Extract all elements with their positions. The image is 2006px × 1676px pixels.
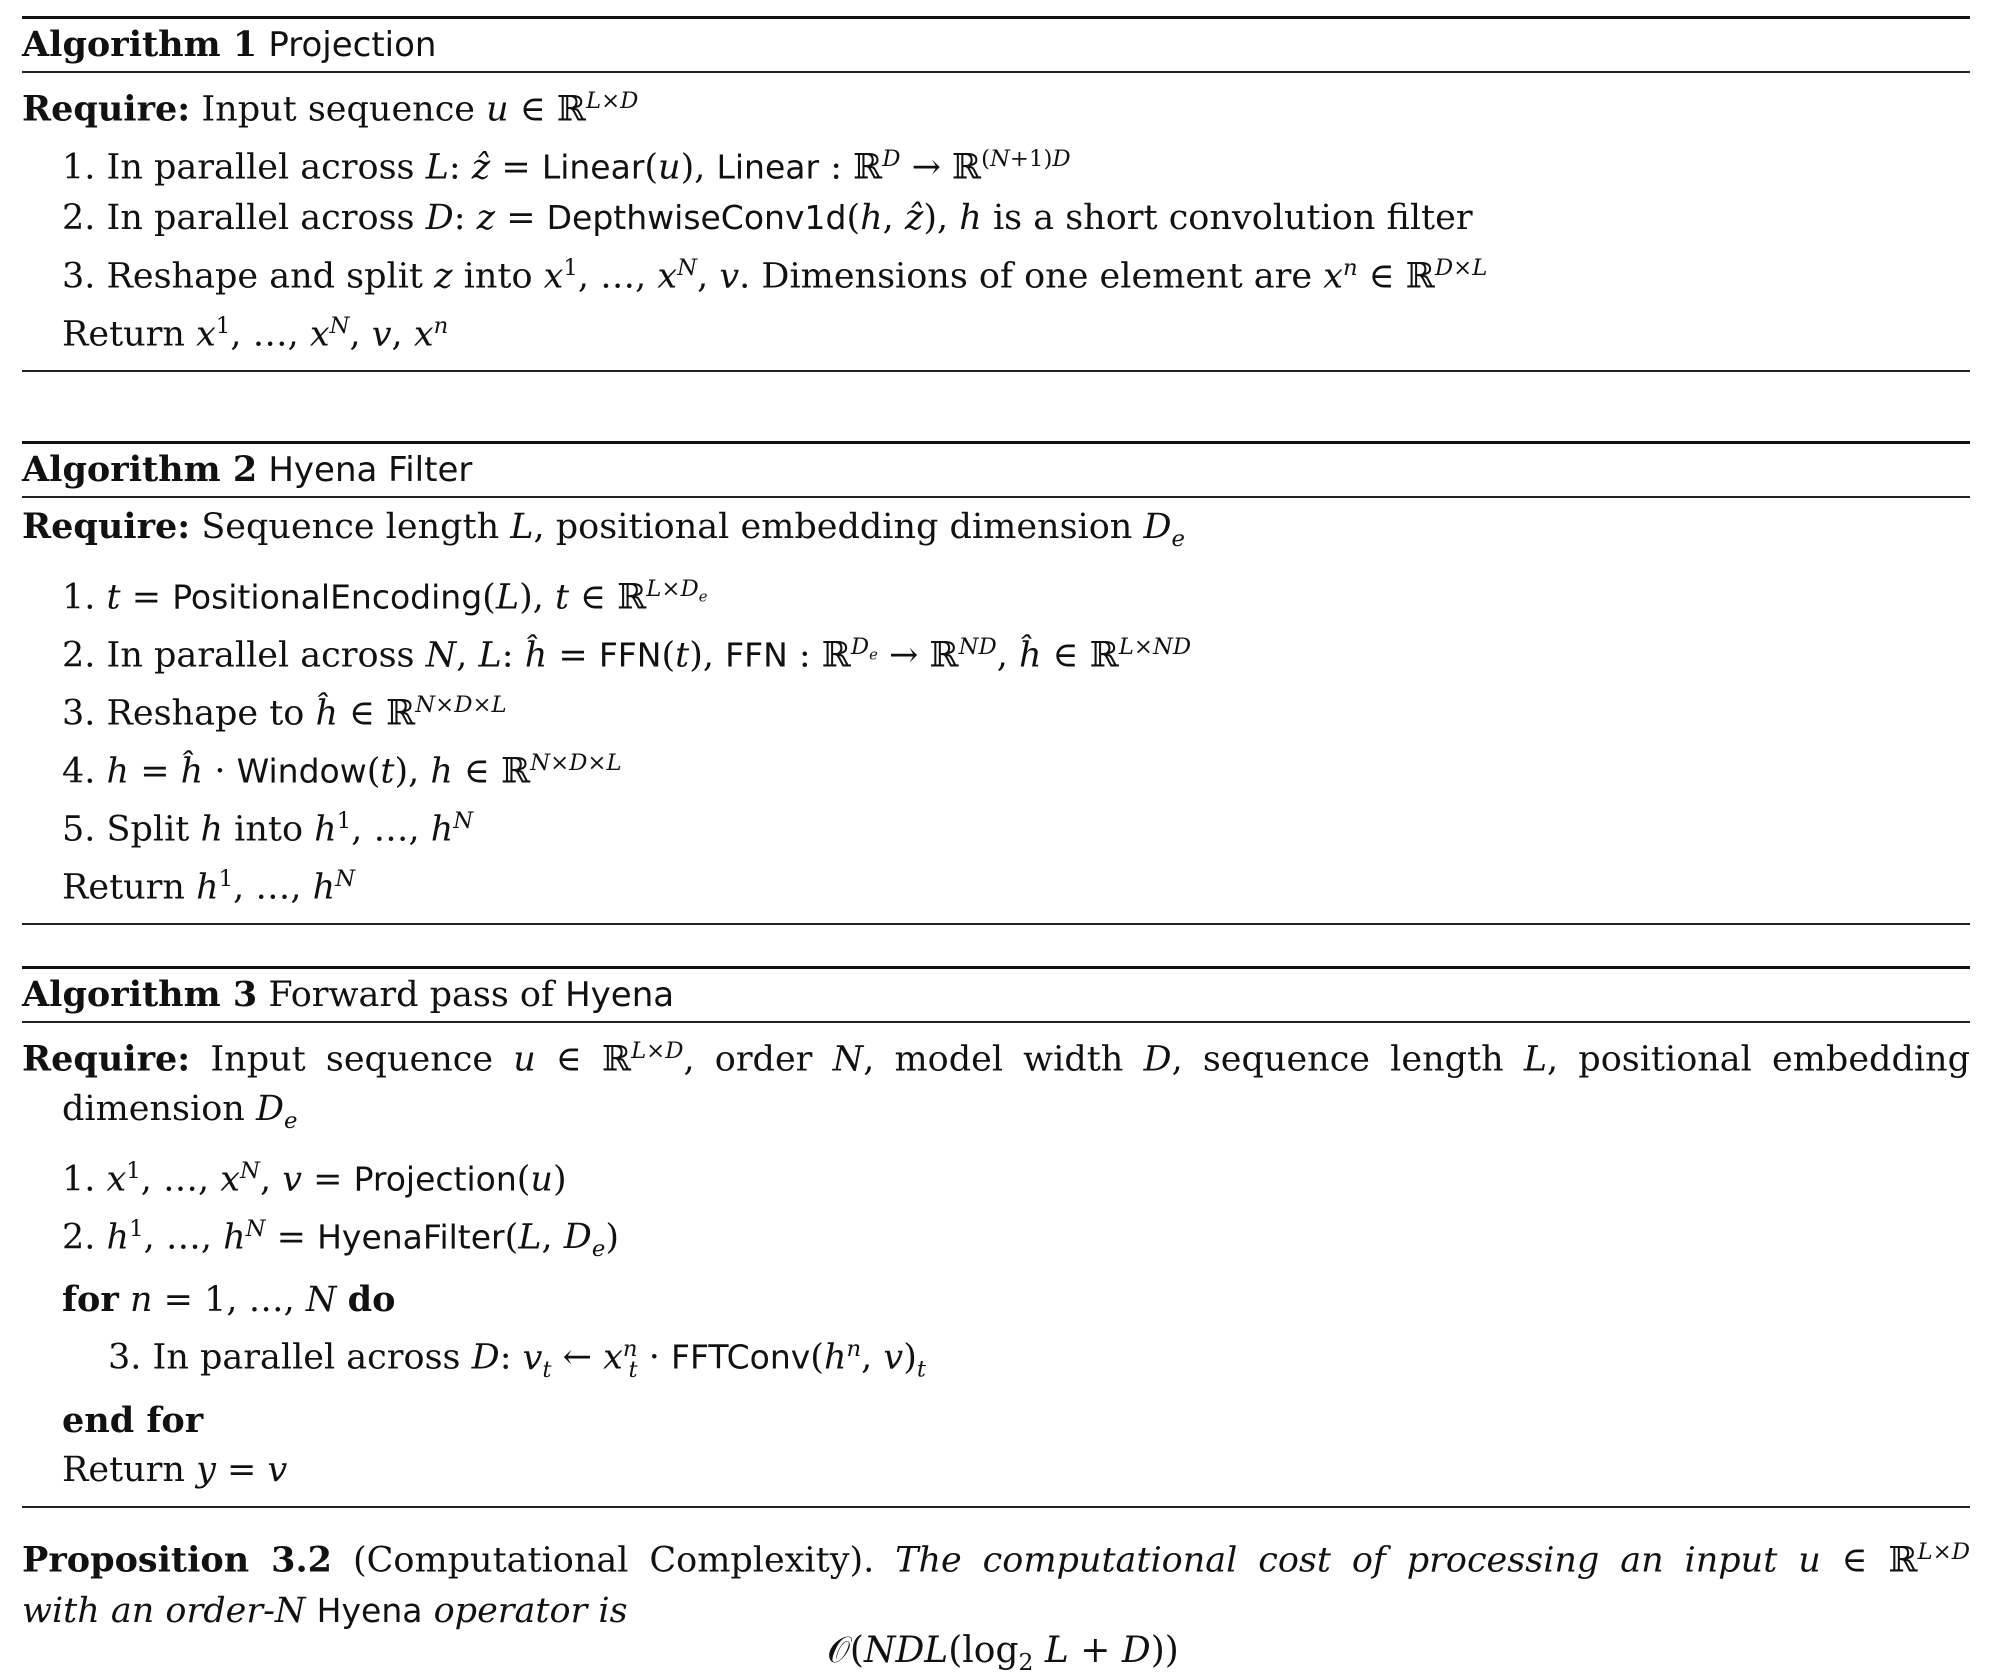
algorithm-title: Forward pass of: [268, 975, 554, 1015]
step-1: 1. $x^1$, …, $x^N$, v = Projection(u): [62, 1157, 567, 1200]
bottom-rule: [22, 370, 1970, 372]
return-keyword: Return: [62, 314, 185, 355]
step-5: 5. Split h into $h^1$, …, $h^N$: [62, 808, 474, 850]
algorithm-body: [22, 73, 1970, 370]
require-line: Require: Input sequence u ∈ ℝ$^{L\times D}$, order N, model width D, sequence length L, positional embedding: [22, 1038, 1970, 1080]
proposition-line-1: Proposition 3.2 (Computational Complexity). The computational cost of processing an input u ∈ ℝ$^{L\times D}$: [22, 1539, 1970, 1581]
algorithm-caption: [22, 969, 1970, 1021]
algorithm-title: Hyena Filter: [268, 450, 473, 490]
hyena-name: Hyena: [316, 1591, 423, 1631]
proposition-statement: The computational cost of processing an input: [895, 1540, 1778, 1581]
complexity-formula: $𝒪(NDL(\log_2$ L + D)): [827, 1630, 1179, 1676]
require-keyword: Require:: [22, 506, 191, 547]
proposition-name: (Computational Complexity).: [352, 1540, 875, 1581]
require-line: Require: Input sequence u ∈ ℝ$^{L\times D}$: [22, 88, 639, 130]
endfor-keyword: end for: [62, 1399, 204, 1441]
proposition: [22, 1528, 1970, 1637]
algorithm-2: [22, 441, 1970, 925]
require-line: Require: Sequence length L, positional embedding dimension $D_e$: [22, 506, 1186, 552]
step-4: 4. h = ĥ · Window(t), h ∈ ℝ$^{N\times D\times L}$: [62, 749, 622, 792]
require-line-cont: dimension $D_e$: [62, 1089, 298, 1135]
proposition-statement-end: operator is: [433, 1591, 628, 1632]
step-1: 1. t = PositionalEncoding(L), t ∈ ℝ$^{L\times D_e}$: [62, 575, 708, 618]
return-keyword: Return: [62, 867, 185, 908]
for-keyword: for: [62, 1278, 119, 1320]
endfor-line: [22, 1396, 1970, 1447]
proposition-label: Proposition 3.2: [22, 1539, 333, 1581]
require-keyword: Require:: [22, 1038, 191, 1080]
bottom-rule: [22, 923, 1970, 925]
algorithm-label: Algorithm 1: [22, 24, 258, 65]
algorithm-title-hyena: Hyena: [565, 975, 675, 1015]
algorithm-title: Projection: [268, 25, 437, 65]
step-1: 1. In parallel across L: ẑ = Linear(u), Linear : ℝ$^D$ → ℝ$^{(N+1)D}$: [62, 146, 1071, 188]
do-keyword: do: [347, 1278, 396, 1320]
return-line: Return $h^1$, …, $h^N$: [62, 866, 356, 908]
proposition-line-2: with an order-N Hyena operator is: [22, 1591, 628, 1632]
step-3: 3. In parallel across D: $v_t$ ← $x^n_t$ · $FFTConv(h^n$, $v)_t$: [108, 1336, 926, 1384]
algorithm-1: [22, 16, 1970, 372]
return-keyword: Return: [62, 1450, 185, 1491]
algorithm-body: [22, 498, 1970, 923]
algorithm-caption: [22, 19, 1970, 71]
algorithm-body: [22, 1023, 1970, 1506]
step-3: 3. Reshape and split z into $x^1$, …, $x^N$, v. Dimensions of one element are $x^n$ ∈ ℝ$^{D\times L}$: [62, 254, 1488, 297]
algorithm-label: Algorithm 2: [22, 449, 258, 490]
return-line: Return y = v: [62, 1450, 288, 1491]
step-2: 2. In parallel across N, L: ĥ = FFN(t), FFN : ℝ$^{D_e}$ → ℝ$^{ND}$, ĥ ∈ ℝ$^{L\times ND}$: [62, 633, 1192, 676]
algorithm-caption: [22, 444, 1970, 496]
return-line: Return $x^1$, …, $x^N$, v, $x^n$: [62, 312, 449, 355]
algorithm-3: [22, 966, 1970, 1508]
for-line: for n = 1, …, N do: [62, 1278, 396, 1320]
bottom-rule: [22, 1506, 1970, 1508]
step-2: 2. $h^1$, …, $h^N$ = HyenaFilter(L, $D_e$): [62, 1215, 619, 1263]
algorithm-label: Algorithm 3: [22, 974, 258, 1015]
require-keyword: Require:: [22, 88, 191, 130]
step-2: 2. In parallel across D: z = DepthwiseConv1d(h, ẑ), h is a short convolution filter: [62, 198, 1473, 239]
proposition-statement-cont: with an order-: [22, 1591, 275, 1632]
step-3: 3. Reshape to ĥ ∈ ℝ$^{N\times D\times L}$: [62, 691, 507, 734]
